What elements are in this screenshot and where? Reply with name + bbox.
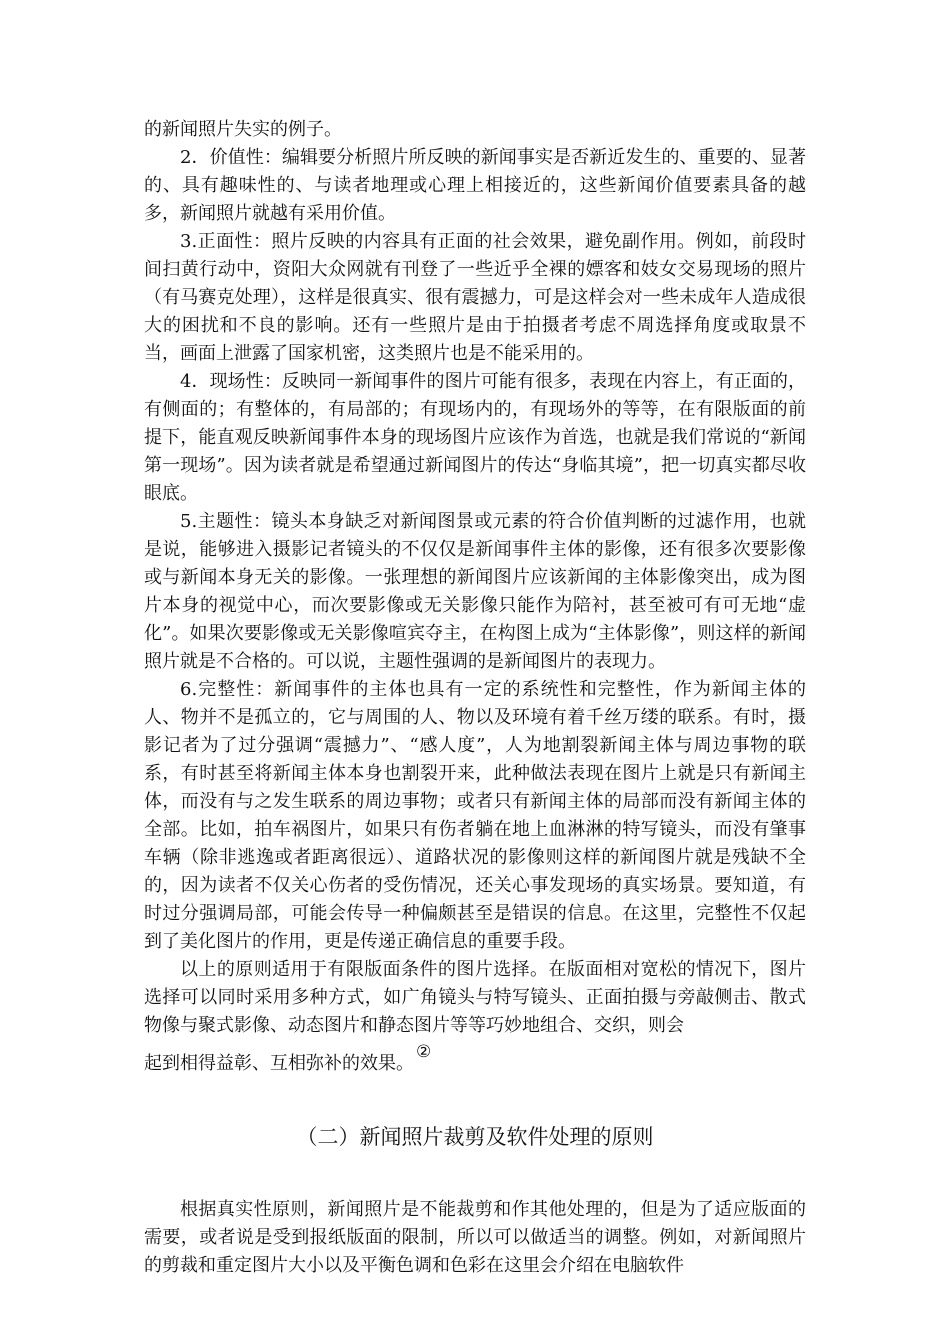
paragraph-theme: 5.主题性：镜头本身缺乏对新闻图景或元素的符合价值判断的过滤作用，也就是说，能够进入摄影记者镜头的不仅仅是新闻事件主体的影像，还有很多次要影像或与新闻本身无关的影像。一张理想的新闻图片应该新闻的主体影像突出，成为图片本身的视觉中心，而次要影像或无关影像只能作为陪衬，甚至被可有可无地“虚化”。如果次要影像或无关影像喧宾夺主，在构图上成为“主体影像”，则这样的新闻照片就是不合格的。可以说，主题性强调的是新闻图片的表现力。 <box>144 511 806 672</box>
document-page <box>144 116 806 1280</box>
paragraph-value: 2．价值性：编辑要分析照片所反映的新闻事实是否新近发生的、重要的、显著的、具有趣味性的、与读者地理或心理上相接近的，这些新闻价值要素具备的越多，新闻照片就越有采用价值。 <box>144 147 806 224</box>
paragraph-positivity: 3.正面性：照片反映的内容具有正面的社会效果，避免副作用。例如，前段时间扫黄行动中，资阳大众网就有刊登了一些近乎全裸的嫖客和妓女交易现场的照片（有马赛克处理），这样是很真实、很有震撼力，可是这样会对一些未成年人造成很大的困扰和不良的影响。还有一些照片是由于拍摄者考虑不周选择角度或取景不当，画面上泄露了国家机密，这类照片也是不能采用的。 <box>144 231 806 364</box>
footnote-marker: ② <box>416 1042 432 1062</box>
paragraph-principles-summary: 以上的原则适用于有限版面条件的图片选择。在版面相对宽松的情况下，图片选择可以同时采用多种方式，如广角镜头与特写镜头、正面拍摄与旁敲侧击、散式物像与聚式影像、动态图片和静态图片等等巧妙地组合、交织，则会 <box>144 959 806 1036</box>
section-heading: （二）新闻照片裁剪及软件处理的原则 <box>296 1125 654 1149</box>
paragraph-on-site: 4．现场性：反映同一新闻事件的图片可能有很多，表现在内容上，有正面的，有侧面的；有整体的，有局部的；有现场内的，有现场外的等等，在有限版面的前提下，能直观反映新闻事件本身的现场图片应该作为首选，也就是我们常说的“新闻第一现场”。因为读者就是希望通过新闻图片的传达“身临其境”，把一切真实都尽收眼底。 <box>144 371 806 504</box>
paragraph-completeness: 6.完整性：新闻事件的主体也具有一定的系统性和完整性，作为新闻主体的人、物并不是孤立的，它与周围的人、物以及环境有着千丝万缕的联系。有时，摄影记者为了过分强调“震撼力”、“感人度”，人为地割裂新闻主体与周边事物的联系，有时甚至将新闻主体本身也割裂开来，此种做法表现在图片上就是只有新闻主体，而没有与之发生联系的周边事物；或者只有新闻主体的局部而没有新闻主体的全部。比如，拍车祸图片，如果只有伤者躺在地上血淋淋的特写镜头，而没有肇事车辆（除非逃逸或者距离很远）、道路状况的影像则这样的新闻图片就是残缺不全的，因为读者不仅关心伤者的受伤情况，还关心事发现场的真实场景。要知道，有时过分强调局部，可能会传导一种偏颇甚至是错误的信息。在这里，完整性不仅起到了美化图片的作用，更是传递正确信息的重要手段。 <box>144 679 806 952</box>
paragraph-cropping: 根据真实性原则，新闻照片是不能裁剪和作其他处理的，但是为了适应版面的需要，或者说是受到报纸版面的限制，所以可以做适当的调整。例如，对新闻照片的剪裁和重定图片大小以及平衡色调和色彩在这里会介绍在电脑软件 <box>144 1199 806 1276</box>
paragraph-continuation: 的新闻照片失实的例子。 <box>144 119 342 140</box>
paragraph-closing-line <box>144 1042 806 1078</box>
closing-line-text: 起到相得益彰、互相弥补的效果。 <box>144 1053 414 1074</box>
